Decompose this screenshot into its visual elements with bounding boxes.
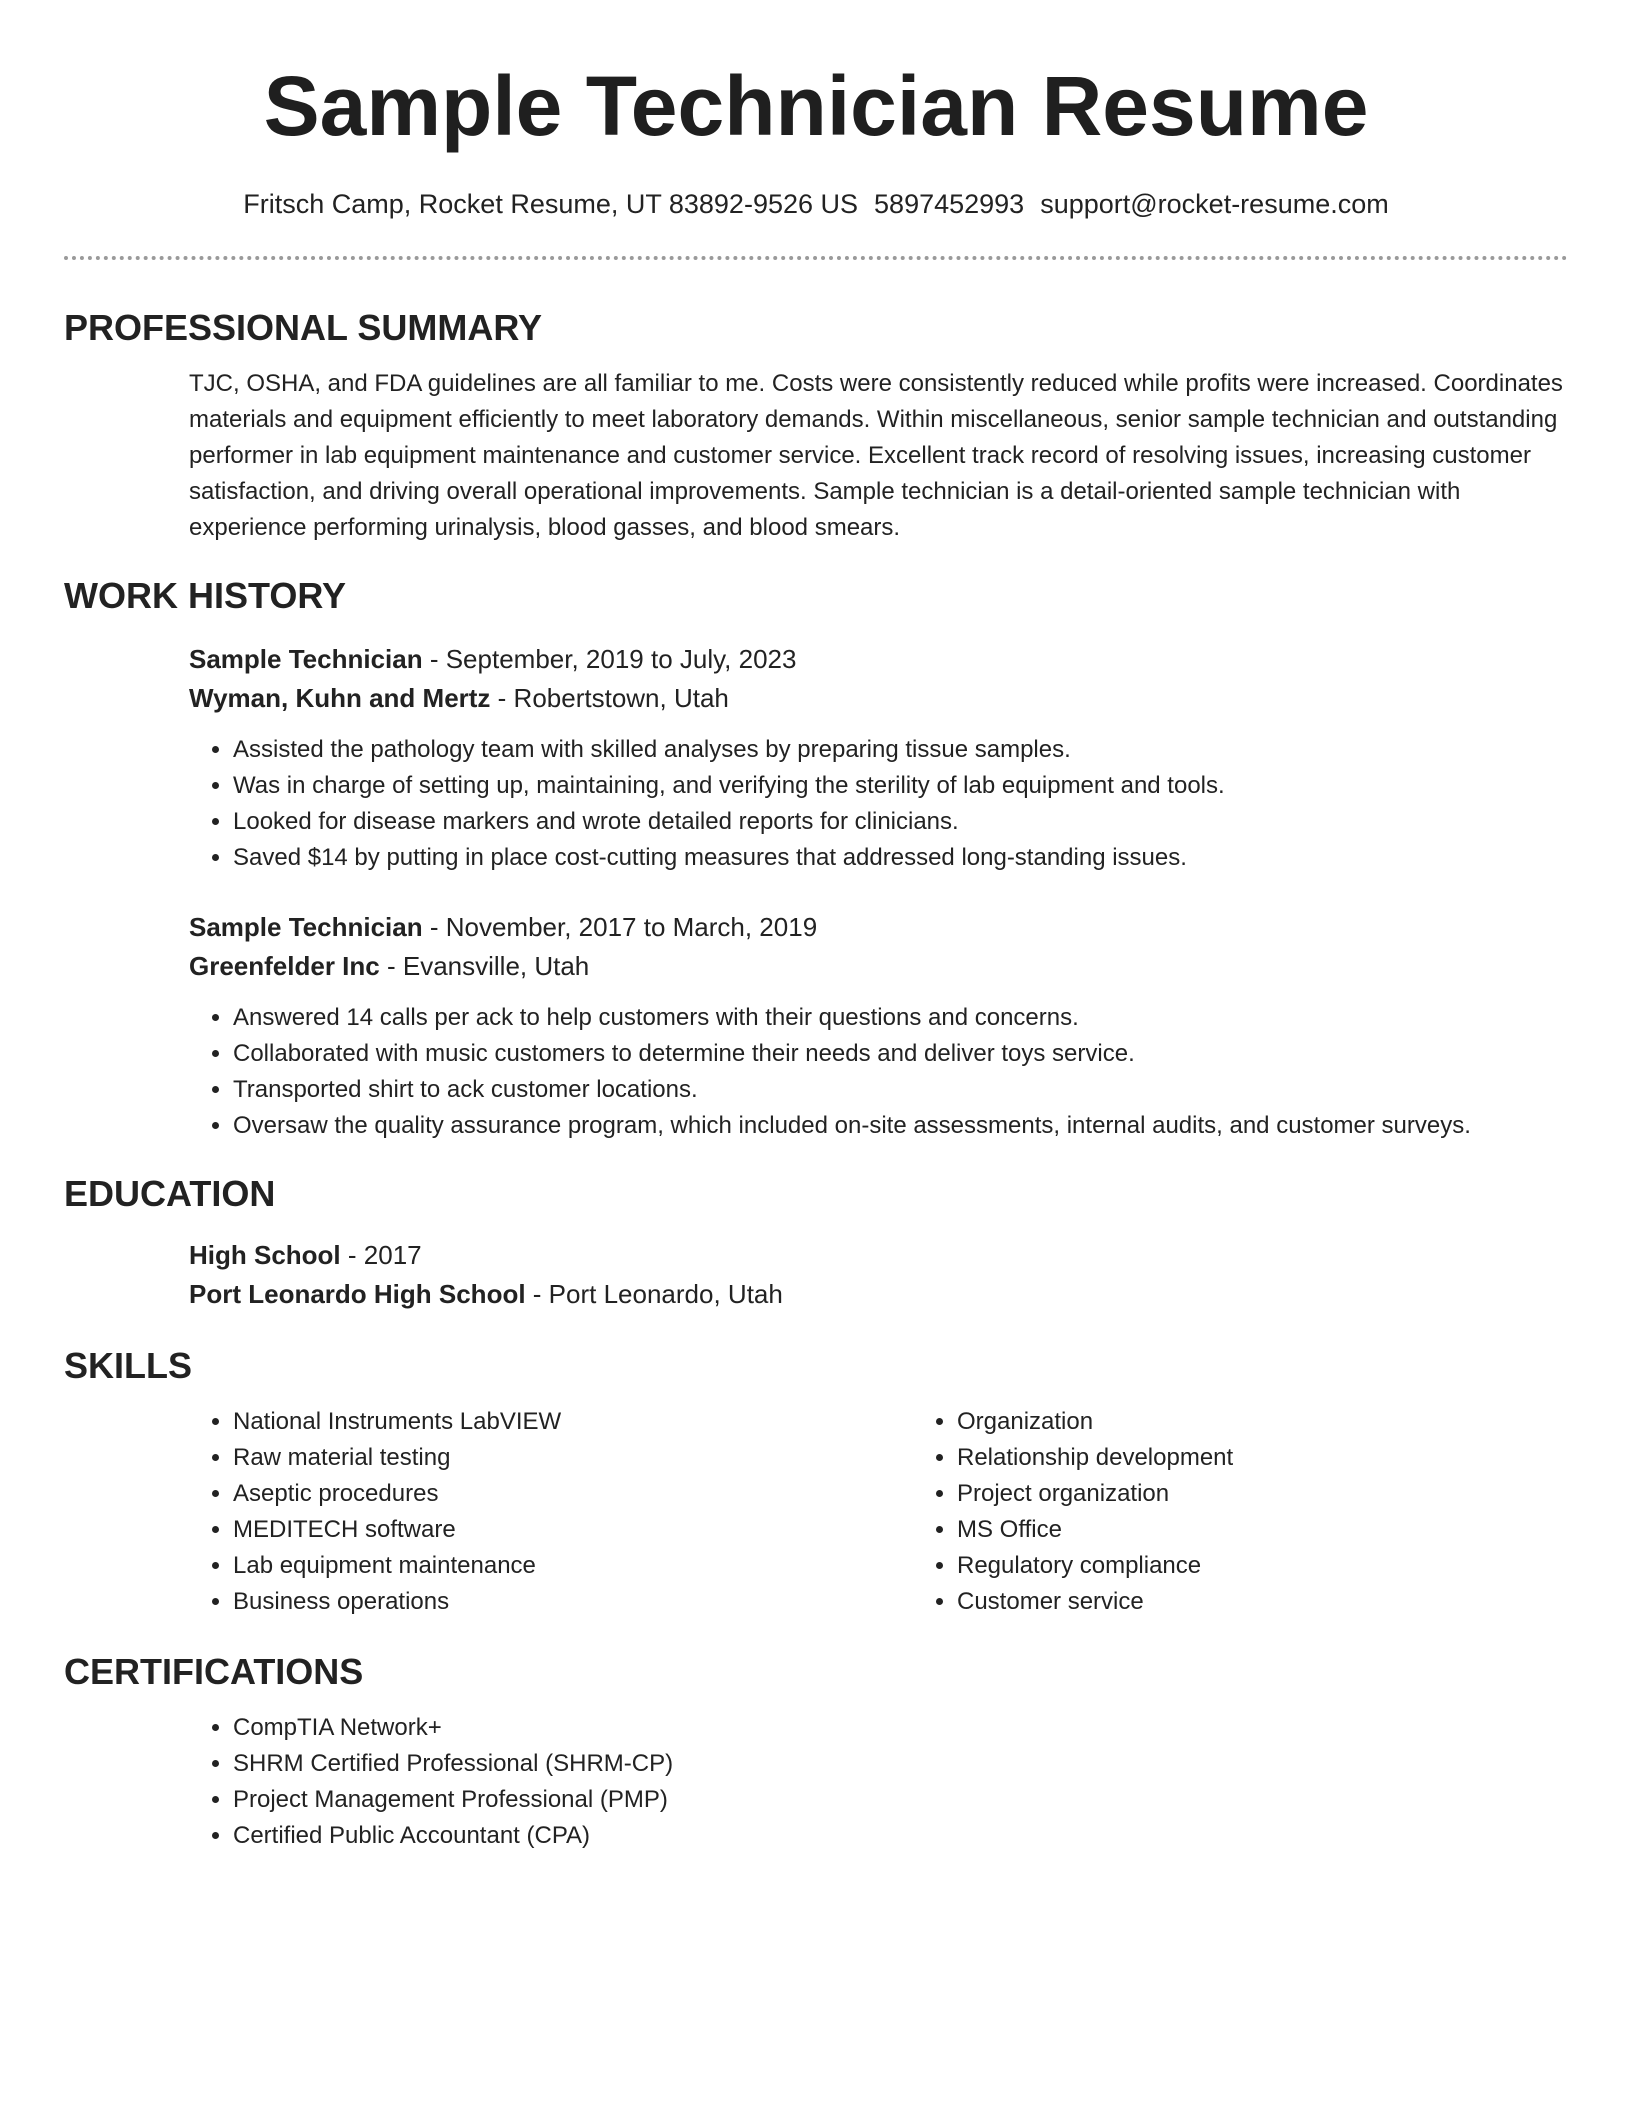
contact-email: support@rocket-resume.com (1040, 189, 1389, 219)
list-item: • CompTIA Network+ (233, 1710, 1568, 1746)
list-item: • Saved $14 by putting in place cost-cutting measures that addressed long-standing issues. (233, 840, 1568, 876)
list-item: • Project organization (957, 1476, 1557, 1512)
job-title-line (189, 640, 1568, 679)
job-title-line (189, 908, 1568, 947)
list-item: • Oversaw the quality assurance program, which included on-site assessments, internal audits, and customer surveys. (233, 1108, 1568, 1144)
job-title: Sample Technician (189, 644, 423, 674)
summary-text: TJC, OSHA, and FDA guidelines are all familiar to me. Costs were consistently reduced while profits were increased. Coordinates materials and equipment efficiently to meet laboratory demands. Within miscellaneous, senior sample technician and outstanding performer in lab equipment maintenance and customer service. Excellent track record of resolving issues, increasing customer satisfaction, and driving overall operational improvements. Sample technician is a detail-oriented sample technician with experience performing urinalysis, blood gasses, and blood smears. (189, 370, 1563, 541)
list-item: • Aseptic procedures (233, 1476, 913, 1512)
skills-grid (189, 1404, 1568, 1620)
list-item: • National Instruments LabVIEW (233, 1404, 913, 1440)
list-item: • Assisted the pathology team with skilled analyses by preparing tissue samples. (233, 732, 1568, 768)
contact-phone: 5897452993 (874, 189, 1025, 219)
job-bullets (189, 732, 1568, 876)
list-item: • Organization (957, 1404, 1557, 1440)
resume-title: Sample Technician Resume (263, 59, 1369, 153)
list-item: • Looked for disease markers and wrote detailed reports for clinicians. (233, 804, 1568, 840)
contact-address: Fritsch Camp, Rocket Resume, UT 83892-9526 US (243, 189, 859, 219)
summary-heading: PROFESSIONAL SUMMARY (64, 307, 543, 348)
list-item: • Was in charge of setting up, maintaining, and verifying the sterility of lab equipment and tools. (233, 768, 1568, 804)
skills-section (64, 1344, 1568, 1620)
education-school-line (189, 1275, 1568, 1314)
list-item: • Business operations (233, 1584, 913, 1620)
list-item: • Answered 14 calls per ack to help customers with their questions and concerns. (233, 1000, 1568, 1036)
certifications-list-wrap (189, 1710, 1568, 1854)
certifications-list (189, 1710, 1568, 1854)
job-bullets (189, 1000, 1568, 1144)
education-year: - 2017 (347, 1240, 422, 1270)
list-item: • Lab equipment maintenance (233, 1548, 913, 1584)
header-divider (64, 256, 1568, 260)
list-item: • Regulatory compliance (957, 1548, 1557, 1584)
list-item: • Collaborated with music customers to determine their needs and deliver toys service. (233, 1036, 1568, 1072)
job-company: Wyman, Kuhn and Mertz (189, 683, 491, 713)
job-entry (189, 908, 1568, 1144)
list-item: • Raw material testing (233, 1440, 913, 1476)
list-item: • Transported shirt to ack customer locations. (233, 1072, 1568, 1108)
job-company: Greenfelder Inc (189, 951, 380, 981)
skills-list-left (189, 1404, 913, 1620)
list-item: • SHRM Certified Professional (SHRM-CP) (233, 1746, 1568, 1782)
education-degree: High School (189, 1240, 341, 1270)
list-item: • MS Office (957, 1512, 1557, 1548)
job-location: - Evansville, Utah (386, 951, 590, 981)
contact-line (64, 188, 1568, 220)
list-item: • Relationship development (957, 1440, 1557, 1476)
work-history-heading: WORK HISTORY (64, 575, 347, 616)
job-entry (189, 640, 1568, 876)
education-entry (189, 1236, 1568, 1314)
list-item: • Project Management Professional (PMP) (233, 1782, 1568, 1818)
list-item: • Customer service (957, 1584, 1557, 1620)
education-heading: EDUCATION (64, 1173, 276, 1214)
education-location: - Port Leonardo, Utah (532, 1279, 783, 1309)
work-history-section (64, 574, 1568, 1144)
list-item: • MEDITECH software (233, 1512, 913, 1548)
job-title: Sample Technician (189, 912, 423, 942)
job-dates: - September, 2019 to July, 2023 (429, 644, 797, 674)
certifications-heading: CERTIFICATIONS (64, 1651, 364, 1692)
education-school: Port Leonardo High School (189, 1279, 526, 1309)
education-degree-line (189, 1236, 1568, 1275)
education-section (64, 1172, 1568, 1314)
job-dates: - November, 2017 to March, 2019 (429, 912, 818, 942)
list-item: • Certified Public Accountant (CPA) (233, 1818, 1568, 1854)
job-company-line (189, 679, 1568, 718)
job-location: - Robertstown, Utah (497, 683, 729, 713)
skills-list-right (913, 1404, 1557, 1620)
job-company-line (189, 947, 1568, 986)
skills-heading: SKILLS (64, 1345, 193, 1386)
certifications-section (64, 1650, 1568, 1854)
summary-section (64, 306, 1568, 546)
